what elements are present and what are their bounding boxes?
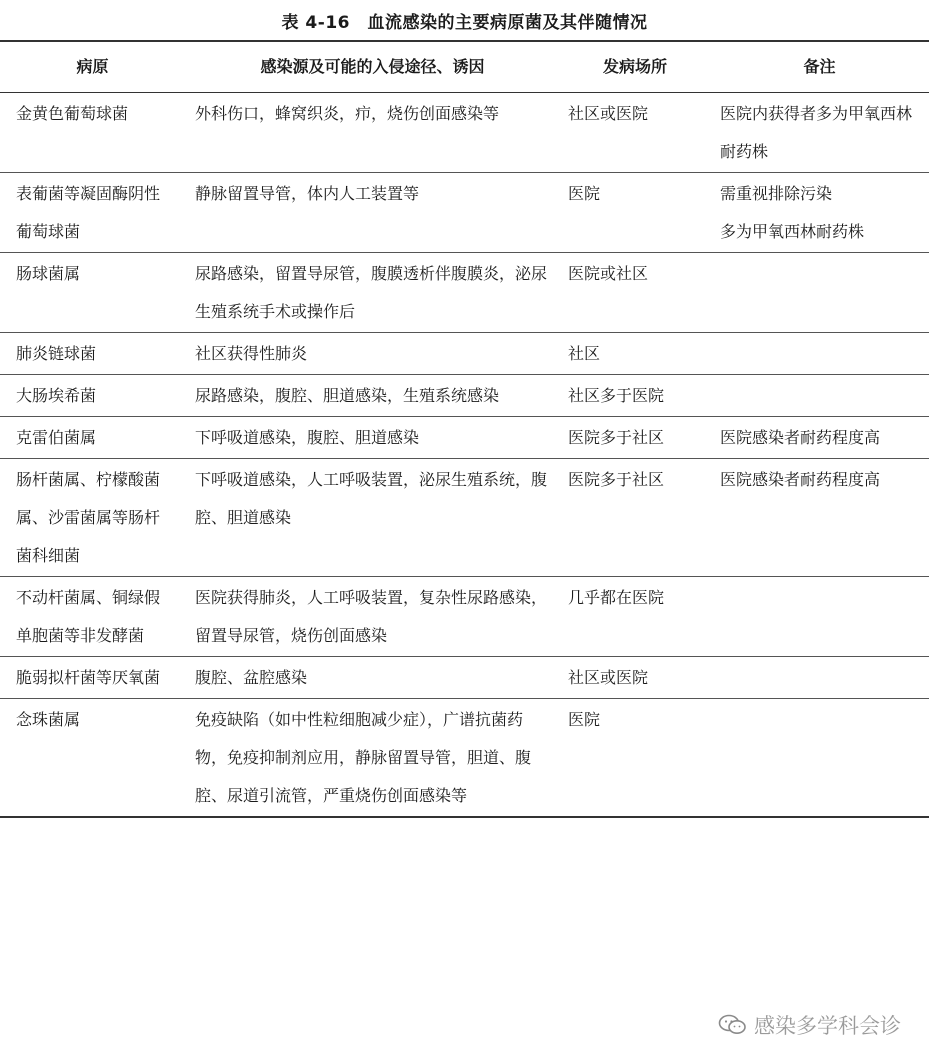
pathogen-cell: 肺炎链球菌 — [0, 333, 185, 375]
source-cell: 尿路感染，腹腔、胆道感染，生殖系统感染 — [185, 375, 560, 417]
pathogen-cell: 肠杆菌属、柠檬酸菌属、沙雷菌属等肠杆菌科细菌 — [0, 459, 185, 577]
wechat-icon — [718, 1013, 748, 1037]
table-header-row — [0, 41, 929, 93]
source-cell: 下呼吸道感染，腹腔、胆道感染 — [185, 417, 560, 459]
source-cell: 免疫缺陷（如中性粒细胞减少症），广谱抗菌药物，免疫抑制剂应用，静脉留置导管，胆道、腹腔、尿道引流管，严重烧伤创面感染等 — [185, 699, 560, 818]
pathogen-cell: 肠球菌属 — [0, 253, 185, 333]
note-cell — [710, 333, 929, 375]
site-cell: 社区 — [560, 333, 710, 375]
table-row — [0, 577, 929, 657]
table-body — [0, 93, 929, 818]
table-caption: 表 4-16 血流感染的主要病原菌及其伴随情况 — [281, 13, 648, 33]
source-cell: 下呼吸道感染，人工呼吸装置，泌尿生殖系统，腹腔、胆道感染 — [185, 459, 560, 577]
watermark-text: 感染多学科会诊 — [754, 1014, 901, 1038]
pathogen-cell: 大肠埃希菌 — [0, 375, 185, 417]
site-cell: 几乎都在医院 — [560, 577, 710, 657]
note-line: 需重视排除污染 — [720, 184, 833, 203]
source-cell: 腹腔、盆腔感染 — [185, 657, 560, 699]
pathogen-cell: 念珠菌属 — [0, 699, 185, 818]
site-cell: 医院 — [560, 699, 710, 818]
note-cell — [710, 699, 929, 818]
site-cell: 社区或医院 — [560, 657, 710, 699]
table-row — [0, 459, 929, 577]
table-row — [0, 657, 929, 699]
table-row — [0, 375, 929, 417]
site-cell: 医院 — [560, 173, 710, 253]
note-line: 医院感染者耐药程度高 — [720, 428, 881, 447]
pathogen-cell: 脆弱拟杆菌等厌氧菌 — [0, 657, 185, 699]
source-cell: 尿路感染，留置导尿管，腹膜透析伴腹膜炎，泌尿生殖系统手术或操作后 — [185, 253, 560, 333]
watermark — [718, 1010, 901, 1040]
source-cell: 社区获得性肺炎 — [185, 333, 560, 375]
note-cell — [710, 253, 929, 333]
table-row — [0, 699, 929, 818]
table-row — [0, 253, 929, 333]
note-cell — [710, 577, 929, 657]
site-cell: 医院多于社区 — [560, 459, 710, 577]
note-cell — [710, 657, 929, 699]
note-line: 医院感染者耐药程度高 — [720, 470, 881, 489]
source-cell: 静脉留置导管，体内人工装置等 — [185, 173, 560, 253]
table-row — [0, 333, 929, 375]
source-cell: 外科伤口，蜂窝织炎，疖，烧伤创面感染等 — [185, 93, 560, 173]
column-header-site: 发病场所 — [560, 41, 710, 93]
pathogen-cell: 不动杆菌属、铜绿假单胞菌等非发酵菌 — [0, 577, 185, 657]
note-cell — [710, 459, 929, 577]
note-cell — [710, 417, 929, 459]
note-cell — [710, 173, 929, 253]
column-header-pathogen: 病原 — [0, 41, 185, 93]
site-cell: 医院多于社区 — [560, 417, 710, 459]
note-line: 多为甲氧西林耐药株 — [720, 222, 865, 241]
column-header-source: 感染源及可能的入侵途径、诱因 — [185, 41, 560, 93]
pathogen-table — [0, 40, 929, 818]
note-cell — [710, 93, 929, 173]
site-cell: 社区多于医院 — [560, 375, 710, 417]
source-cell: 医院获得肺炎，人工呼吸装置，复杂性尿路感染，留置导尿管，烧伤创面感染 — [185, 577, 560, 657]
note-line: 医院内获得者多为甲氧西林耐药株 — [720, 104, 913, 161]
pathogen-cell: 克雷伯菌属 — [0, 417, 185, 459]
table-row — [0, 417, 929, 459]
pathogen-cell: 表葡菌等凝固酶阴性葡萄球菌 — [0, 173, 185, 253]
table-row — [0, 93, 929, 173]
note-cell — [710, 375, 929, 417]
table-row — [0, 173, 929, 253]
site-cell: 医院或社区 — [560, 253, 710, 333]
pathogen-cell: 金黄色葡萄球菌 — [0, 93, 185, 173]
site-cell: 社区或医院 — [560, 93, 710, 173]
column-header-note: 备注 — [710, 41, 929, 93]
